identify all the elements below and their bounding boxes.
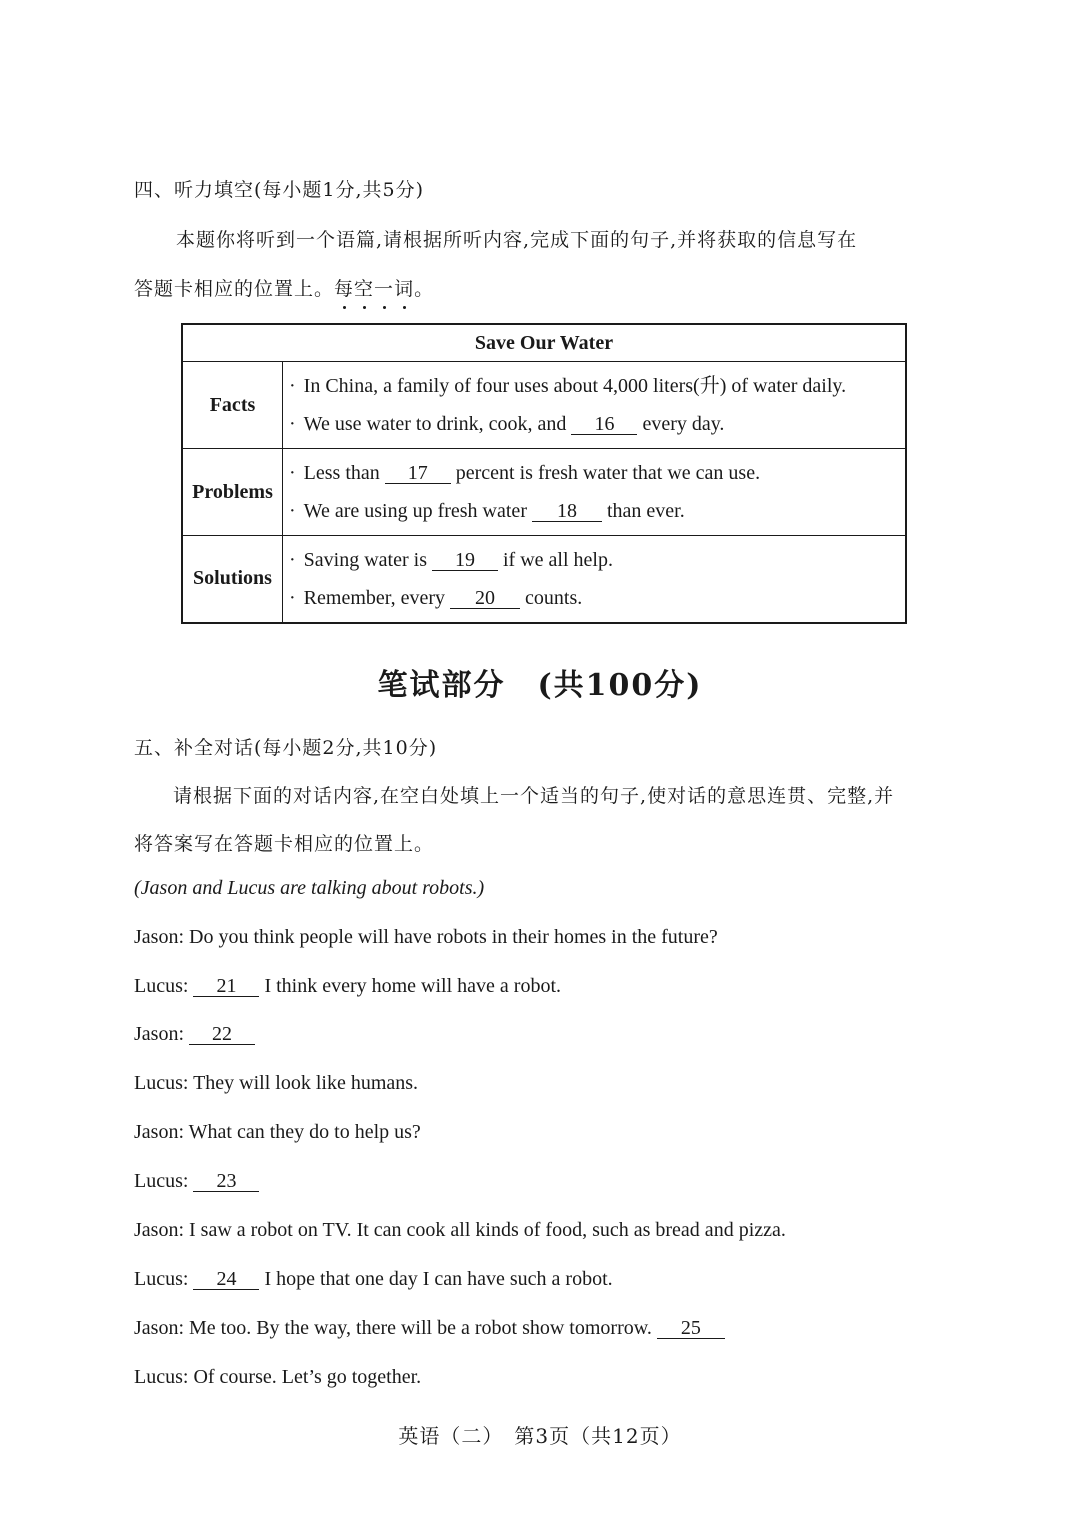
dialogue-line xyxy=(134,1072,418,1095)
speaker: Lucus: xyxy=(134,1268,189,1290)
section4-heading: 四、听力填空(每小题1分,共5分) xyxy=(134,179,425,201)
line-text: if we all help. xyxy=(497,548,613,571)
table-row xyxy=(182,536,906,623)
section4-instruction-line1: 本题你将听到一个语篇,请根据所听内容,完成下面的句子,并将获取的信息写在 xyxy=(176,229,858,251)
answer-blank-19[interactable]: 19 xyxy=(432,550,498,571)
section4-instruction-line2 xyxy=(134,274,434,301)
speaker: Jason: xyxy=(134,926,184,948)
line-text: We use water to drink, cook, and xyxy=(303,413,572,435)
speaker: Jason: xyxy=(134,1317,184,1339)
dialogue-context: (Jason and Lucus are talking about robots.) xyxy=(134,877,485,899)
row-label: Facts xyxy=(182,362,283,449)
section4-instruction-text: 答题卡相应的位置上。 xyxy=(134,278,335,300)
solution-line xyxy=(289,541,905,579)
table-row xyxy=(182,449,906,536)
emphasis-char: 词 xyxy=(394,278,415,300)
row-label: Solutions xyxy=(182,536,283,623)
speaker: Jason: xyxy=(134,1121,184,1143)
line-text: In China, a family of four uses about 4,000 liters(升) of water daily. xyxy=(303,375,847,397)
dialogue-line xyxy=(134,1170,259,1193)
speaker: Lucus: xyxy=(134,1170,189,1192)
line-text: every day. xyxy=(637,413,725,435)
bullet: · xyxy=(289,462,296,484)
answer-blank-20[interactable]: 20 xyxy=(450,588,520,609)
emphasis-char: 每 xyxy=(334,278,355,300)
bullet: · xyxy=(289,586,296,609)
dialogue-line xyxy=(134,1121,421,1144)
utterance: What can they do to help us? xyxy=(184,1121,421,1143)
bullet: · xyxy=(289,413,296,435)
section5-instruction-line2: 将答案写在答题卡相应的位置上。 xyxy=(134,833,435,855)
table-title: Save Our Water xyxy=(182,324,906,362)
line-text: than ever. xyxy=(601,500,685,522)
page-footer: 英语（二） 第3页（共12页） xyxy=(398,1424,682,1448)
save-water-table xyxy=(181,323,907,624)
dialogue-line xyxy=(134,1317,725,1340)
speaker: Lucus: xyxy=(134,1366,189,1388)
section5-heading: 五、补全对话(每小题2分,共10分) xyxy=(134,737,438,759)
section4-instruction-end: 。 xyxy=(414,278,435,300)
emphasis-char: 一 xyxy=(374,278,395,300)
line-text: We are using up fresh water xyxy=(303,500,532,522)
fact-line xyxy=(289,405,905,443)
table-row xyxy=(182,362,906,449)
answer-blank-18[interactable]: 18 xyxy=(532,501,602,522)
dialogue-line xyxy=(134,1023,255,1046)
row-label: Problems xyxy=(182,449,283,536)
dialogue-line xyxy=(134,975,561,998)
line-text: percent is fresh water that we can use. xyxy=(450,462,761,484)
answer-blank-24[interactable]: 24 xyxy=(193,1269,259,1290)
speaker: Jason: xyxy=(134,1023,184,1045)
answer-blank-16[interactable]: 16 xyxy=(571,414,637,435)
speaker: Lucus: xyxy=(134,1072,189,1094)
line-text: Saving water is xyxy=(303,548,432,571)
speaker: Jason: xyxy=(134,1219,184,1241)
section5-instruction-line1: 请根据下面的对话内容,在空白处填上一个适当的句子,使对话的意思连贯、完整,并 xyxy=(173,785,895,807)
utterance: I think every home will have a robot. xyxy=(259,975,562,997)
row-content xyxy=(283,362,907,449)
utterance: They will look like humans. xyxy=(188,1072,419,1094)
line-text: Less than xyxy=(303,462,385,484)
bullet: · xyxy=(289,548,296,571)
utterance: I saw a robot on TV. It can cook all kinds of food, such as bread and pizza. xyxy=(184,1219,786,1241)
row-content xyxy=(283,536,907,623)
row-content xyxy=(283,449,907,536)
dialogue-line xyxy=(134,1219,786,1242)
answer-blank-21[interactable]: 21 xyxy=(193,976,259,997)
utterance: Me too. By the way, there will be a robot show tomorrow. xyxy=(184,1317,657,1339)
problem-line xyxy=(289,454,905,492)
problem-line xyxy=(289,492,905,530)
line-text: counts. xyxy=(520,586,583,609)
answer-blank-25[interactable]: 25 xyxy=(657,1318,725,1339)
fact-line xyxy=(289,367,905,405)
utterance: Do you think people will have robots in their homes in the future? xyxy=(184,926,718,948)
dialogue-line xyxy=(134,1366,421,1389)
written-section-title: 笔试部分 (共100分) xyxy=(377,668,703,703)
dialogue-line xyxy=(134,926,718,949)
utterance: I hope that one day I can have such a robot. xyxy=(259,1268,613,1290)
answer-blank-23[interactable]: 23 xyxy=(193,1171,259,1192)
speaker: Lucus: xyxy=(134,975,189,997)
utterance: Of course. Let’s go together. xyxy=(188,1366,422,1388)
bullet: · xyxy=(289,500,296,522)
answer-blank-17[interactable]: 17 xyxy=(385,463,451,484)
dialogue-line xyxy=(134,1268,613,1291)
emphasis-char: 空 xyxy=(354,278,375,300)
solution-line xyxy=(289,579,905,617)
line-text: Remember, every xyxy=(303,586,451,609)
answer-blank-22[interactable]: 22 xyxy=(189,1024,255,1045)
bullet: · xyxy=(289,375,296,397)
